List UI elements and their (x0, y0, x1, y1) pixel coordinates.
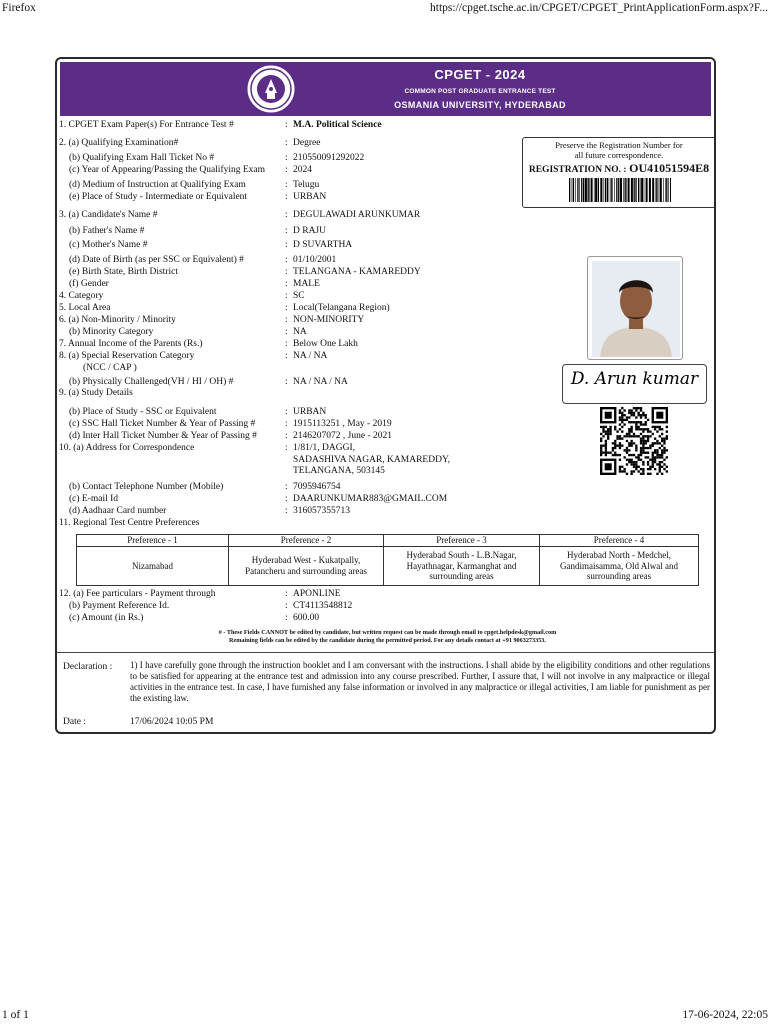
field-label: (b) Contact Telephone Number (Mobile) (69, 482, 224, 492)
field-label: (NCC / CAP ) (83, 363, 137, 373)
preferences-header-row (77, 535, 699, 547)
candidate-photo (587, 256, 683, 360)
preference-value: Nizamabad (77, 546, 229, 585)
fee-colon: : (285, 589, 288, 599)
field-label: 4. Category (59, 291, 104, 301)
field-label: (f) Gender (69, 279, 109, 289)
field-label: 10. (a) Address for Correspondence (59, 443, 195, 453)
field-colon: : (285, 482, 288, 492)
field-colon: : (285, 240, 288, 250)
address-line: SADASHIVA NAGAR, KAMAREDDY, (293, 455, 450, 465)
field-value: Degree (293, 138, 321, 148)
print-app-name: Firefox (2, 2, 36, 14)
field-label: 7. Annual Income of the Parents (Rs.) (59, 339, 203, 349)
field-value: TELANGANA - KAMAREDDY (293, 267, 421, 277)
field-colon: : (285, 165, 288, 175)
field-colon: : (285, 192, 288, 202)
fee-colon: : (285, 601, 288, 611)
banner-university: OSMANIA UNIVERSITY, HYDERABAD (394, 100, 566, 110)
field-value: M.A. Political Science (293, 120, 382, 130)
preference-header: Preference - 4 (540, 535, 699, 547)
field-value: NA (293, 327, 307, 337)
field-colon: : (285, 506, 288, 516)
field-colon: : (285, 339, 288, 349)
fee-value: 600.00 (293, 613, 320, 623)
field-colon: : (285, 407, 288, 417)
candidate-signature (562, 364, 707, 404)
field-value: URBAN (293, 192, 327, 202)
fee-value: APONLINE (293, 589, 341, 599)
field-colon: : (285, 431, 288, 441)
registration-number-line (523, 161, 715, 176)
date-label: Date : (63, 717, 86, 727)
field-colon: : (285, 120, 288, 130)
registration-note-2: all future correspondence. (574, 150, 664, 160)
field-label: (c) Mother's Name # (69, 240, 148, 250)
field-value: NA / NA / NA (293, 377, 348, 387)
fee-colon: : (285, 613, 288, 623)
registration-box (522, 137, 716, 208)
field-label: (c) SSC Hall Ticket Number & Year of Passing # (69, 419, 256, 429)
field-value: D SUVARTHA (293, 240, 353, 250)
preference-value: Hyderabad South - L.B.Nagar, Hayathnagar, Karmanghat and surrounding areas (384, 546, 540, 585)
field-label: 8. (a) Special Reservation Category (59, 351, 195, 361)
field-label: 6. (a) Non-Minority / Minority (59, 315, 176, 325)
field-value: DAARUNKUMAR883@GMAIL.COM (293, 494, 448, 504)
edit-note-2: Remaining fields can be edited by the candidate during the permitted period. For any details contact at +91 9063273353. (229, 637, 546, 644)
field-value: URBAN (293, 407, 327, 417)
field-label: 3. (a) Candidate's Name # (59, 210, 158, 220)
field-label: 2. (a) Qualifying Examination# (59, 138, 179, 148)
preference-value: Hyderabad North - Medchel, Gandimaisamma, Old Alwal and surrounding areas (540, 546, 699, 585)
field-value: SC (293, 291, 305, 301)
field-value: 2024 (293, 165, 312, 175)
field-colon: : (285, 180, 288, 190)
field-colon: : (285, 267, 288, 277)
field-label: (e) Birth State, Birth District (69, 267, 178, 277)
field-value: 01/10/2001 (293, 255, 337, 265)
section-divider (57, 652, 714, 653)
field-colon: : (285, 494, 288, 504)
field-label: (b) Minority Category (69, 327, 154, 337)
preference-value: Hyderabad West - Kukatpally, Patancheru and surrounding areas (229, 546, 384, 585)
field-colon: : (285, 443, 288, 453)
field-colon: : (285, 255, 288, 265)
field-value: 210550091292022 (293, 153, 365, 163)
print-page-count: 1 of 1 (2, 1009, 29, 1021)
field-label: (c) Year of Appearing/Passing the Qualifying Exam (69, 165, 266, 175)
fee-label: 12. (a) Fee particulars - Payment through (59, 589, 216, 599)
print-datetime: 17-06-2024, 22:05 (682, 1009, 768, 1021)
field-value: NON-MINORITY (293, 315, 365, 325)
field-colon: : (285, 303, 288, 313)
field-label: (d) Inter Hall Ticket Number & Year of Passing # (69, 431, 257, 441)
field-label: (b) Place of Study - SSC or Equivalent (69, 407, 217, 417)
registration-note-1: Preserve the Registration Number for (555, 140, 683, 150)
preferences-value-row (77, 546, 699, 585)
field-value: MALE (293, 279, 320, 289)
field-colon: : (285, 153, 288, 163)
field-value: D RAJU (293, 226, 326, 236)
field-colon: : (285, 419, 288, 429)
address-line: TELANGANA, 503145 (293, 466, 385, 476)
field-colon: : (285, 291, 288, 301)
field-label: (b) Physically Challenged(VH / HI / OH) # (69, 377, 234, 387)
declaration-text: 1) I have carefully gone through the instruction booklet and I am conversant with the instructions. I shall abide by the eligibility conditions and other regulations to be satisfied for appearing at the entrance test and admission into any course prescribed. Further, I assure that, I will not involve in any malpractice or illegal activities in the entrance test. In case, I have furnished any false information or involved in any malpractice or illegal activities, I am liable for punishment as per the existing law. (130, 660, 710, 703)
field-colon: : (285, 315, 288, 325)
field-value: 2146207072 , June - 2021 (293, 431, 392, 441)
field-label: 9. (a) Study Details (59, 388, 133, 398)
fee-label: (c) Amount (in Rs.) (69, 613, 144, 623)
barcode-icon (569, 178, 671, 202)
field-label: (b) Qualifying Exam Hall Ticket No # (69, 153, 215, 163)
declaration-label: Declaration : (63, 662, 113, 672)
date-value: 17/06/2024 10:05 PM (130, 717, 214, 727)
field-label: (d) Date of Birth (as per SSC or Equivalent) # (69, 255, 244, 265)
field-label: (c) E-mail Id (69, 494, 119, 504)
print-footer (0, 1008, 768, 1024)
field-value: 316057355713 (293, 506, 350, 516)
print-url: https://cpget.tsche.ac.in/CPGET/CPGET_PrintApplicationForm.aspx?F... (430, 2, 768, 14)
registration-number: OU41051594E8 (629, 161, 710, 175)
field-value: Local(Telangana Region) (293, 303, 390, 313)
field-value: 1915113251 , May - 2019 (293, 419, 392, 429)
preferences-table (76, 534, 699, 586)
field-label: 11. Regional Test Centre Preferences (59, 518, 200, 528)
photo-frame (592, 261, 680, 357)
field-value: DEGULAWADI ARUNKUMAR (293, 210, 421, 220)
university-logo-icon (245, 63, 297, 115)
preference-header: Preference - 2 (229, 535, 384, 547)
field-value: Telugu (293, 180, 320, 190)
field-colon: : (285, 210, 288, 220)
field-colon: : (285, 327, 288, 337)
application-form (55, 57, 716, 734)
field-colon: : (285, 226, 288, 236)
field-value: NA / NA (293, 351, 328, 361)
field-colon: : (285, 138, 288, 148)
field-value: 7095946754 (293, 482, 341, 492)
field-label: (d) Medium of Instruction at Qualifying Exam (69, 180, 246, 190)
field-colon: : (285, 279, 288, 289)
signature-image: D. Arun kumar (570, 369, 699, 389)
fee-label: (b) Payment Reference Id. (69, 601, 170, 611)
field-label: (d) Aadhaar Card number (69, 506, 167, 516)
field-colon: : (285, 351, 288, 361)
fee-value: CT4113548812 (293, 601, 353, 611)
banner-title: CPGET - 2024 (434, 67, 526, 82)
field-label: 1. CPGET Exam Paper(s) For Entrance Test # (59, 120, 234, 130)
field-label: (b) Father's Name # (69, 226, 145, 236)
preference-header: Preference - 3 (384, 535, 540, 547)
field-value: 1/81/1, DAGGI, (293, 443, 356, 453)
print-header (0, 0, 768, 18)
person-photo-icon (592, 261, 680, 357)
preference-header: Preference - 1 (77, 535, 229, 547)
field-label: 5. Local Area (59, 303, 111, 313)
banner-subtitle: COMMON POST GRADUATE ENTRANCE TEST (404, 88, 556, 95)
registration-label: REGISTRATION NO. : (528, 165, 627, 175)
field-value: Below One Lakh (293, 339, 358, 349)
header-banner (60, 62, 711, 116)
field-colon: : (285, 377, 288, 387)
qr-code-icon (600, 407, 668, 475)
field-label: (e) Place of Study - Intermediate or Equivalent (69, 192, 248, 202)
edit-note-1: # - These Fields CANNOT be edited by candidate, but written request can be made through email to cpget.helpdesk@gmail.com (218, 629, 557, 636)
